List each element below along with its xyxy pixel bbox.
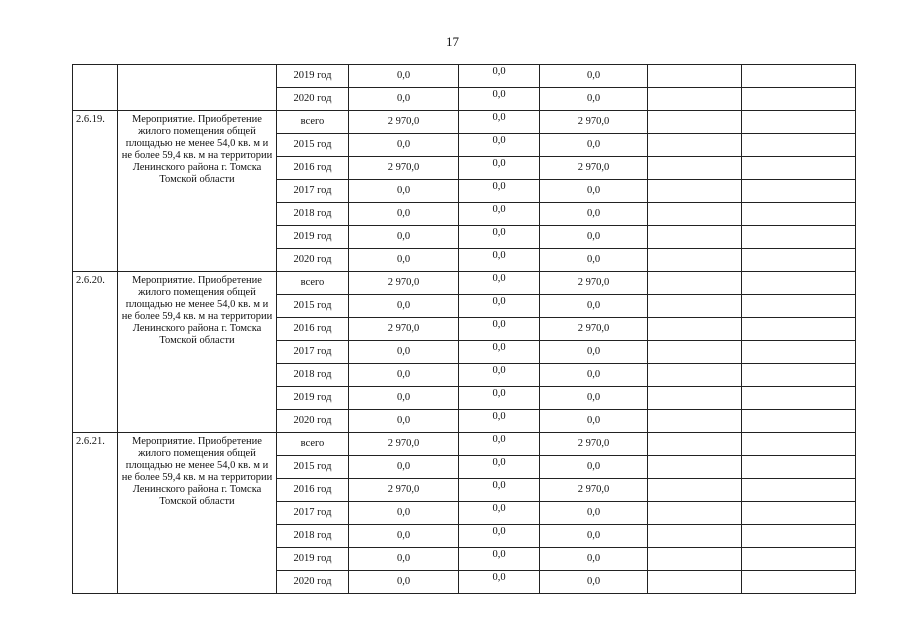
total-cell: 0,0 [349, 295, 459, 318]
year-cell: 2017 год [277, 180, 349, 203]
empty-cell [742, 157, 856, 180]
regional-cell: 0,0 [540, 571, 648, 594]
year-cell: 2015 год [277, 295, 349, 318]
total-cell: 2 970,0 [349, 272, 459, 295]
federal-cell: 0,0 [459, 249, 540, 272]
total-cell: 0,0 [349, 341, 459, 364]
total-cell: 0,0 [349, 364, 459, 387]
federal-cell: 0,0 [459, 341, 540, 364]
regional-cell: 0,0 [540, 341, 648, 364]
regional-cell: 0,0 [540, 88, 648, 111]
empty-cell [742, 548, 856, 571]
total-cell: 0,0 [349, 387, 459, 410]
regional-cell: 0,0 [540, 548, 648, 571]
empty-cell [648, 88, 742, 111]
regional-cell: 2 970,0 [540, 272, 648, 295]
empty-cell [742, 341, 856, 364]
federal-cell: 0,0 [459, 433, 540, 456]
federal-cell: 0,0 [459, 410, 540, 433]
empty-cell [742, 479, 856, 502]
empty-cell [742, 272, 856, 295]
regional-cell: 0,0 [540, 364, 648, 387]
table-row [73, 272, 856, 295]
total-cell: 2 970,0 [349, 318, 459, 341]
empty-cell [742, 410, 856, 433]
regional-cell: 2 970,0 [540, 111, 648, 134]
total-cell: 0,0 [349, 410, 459, 433]
empty-cell [648, 525, 742, 548]
empty-cell [648, 203, 742, 226]
regional-cell: 2 970,0 [540, 433, 648, 456]
empty-cell [742, 433, 856, 456]
empty-cell [648, 387, 742, 410]
empty-cell [648, 157, 742, 180]
federal-cell: 0,0 [459, 548, 540, 571]
regional-cell: 0,0 [540, 134, 648, 157]
total-cell: 0,0 [349, 203, 459, 226]
empty-cell [648, 249, 742, 272]
empty-cell [648, 272, 742, 295]
total-cell: 0,0 [349, 180, 459, 203]
year-cell: 2020 год [277, 571, 349, 594]
federal-cell: 0,0 [459, 203, 540, 226]
federal-cell: 0,0 [459, 502, 540, 525]
empty-cell [742, 387, 856, 410]
year-cell: 2019 год [277, 387, 349, 410]
empty-cell [648, 502, 742, 525]
federal-cell: 0,0 [459, 318, 540, 341]
item-number: 2.6.19. [73, 111, 118, 272]
empty-cell [742, 180, 856, 203]
table-body [73, 65, 856, 594]
item-number: 2.6.21. [73, 433, 118, 594]
regional-cell: 0,0 [540, 502, 648, 525]
regional-cell: 0,0 [540, 525, 648, 548]
empty-cell [742, 364, 856, 387]
empty-cell [742, 525, 856, 548]
total-cell: 0,0 [349, 134, 459, 157]
year-cell: всего [277, 433, 349, 456]
page-number: 17 [446, 34, 459, 49]
federal-cell: 0,0 [459, 456, 540, 479]
empty-cell [648, 295, 742, 318]
empty-cell [742, 571, 856, 594]
total-cell: 0,0 [349, 525, 459, 548]
federal-cell: 0,0 [459, 180, 540, 203]
federal-cell: 0,0 [459, 134, 540, 157]
regional-cell: 0,0 [540, 203, 648, 226]
empty-cell [742, 226, 856, 249]
federal-cell: 0,0 [459, 88, 540, 111]
federal-cell: 0,0 [459, 111, 540, 134]
regional-cell: 0,0 [540, 180, 648, 203]
total-cell: 0,0 [349, 88, 459, 111]
year-cell: 2019 год [277, 65, 349, 88]
empty-cell [648, 479, 742, 502]
regional-cell: 0,0 [540, 387, 648, 410]
federal-cell: 0,0 [459, 272, 540, 295]
empty-cell [648, 456, 742, 479]
regional-cell: 2 970,0 [540, 479, 648, 502]
total-cell: 0,0 [349, 571, 459, 594]
empty-cell [648, 548, 742, 571]
empty-cell [742, 502, 856, 525]
year-cell: 2020 год [277, 410, 349, 433]
table-row [73, 65, 856, 88]
federal-cell: 0,0 [459, 226, 540, 249]
regional-cell: 2 970,0 [540, 318, 648, 341]
regional-cell: 0,0 [540, 226, 648, 249]
regional-cell: 0,0 [540, 295, 648, 318]
empty-cell [742, 111, 856, 134]
table-row [73, 111, 856, 134]
empty-cell [742, 318, 856, 341]
item-description: Мероприятие. Приобретение жилого помещения общей площадью не менее 54,0 кв. м и не более 59,4 кв. м на территории Ленинского района г. Томска Томской области [118, 111, 277, 272]
year-cell: 2018 год [277, 203, 349, 226]
total-cell: 2 970,0 [349, 479, 459, 502]
year-cell: 2018 год [277, 364, 349, 387]
year-cell: 2018 год [277, 525, 349, 548]
item-description-cell [118, 65, 277, 111]
empty-cell [648, 134, 742, 157]
empty-cell [648, 364, 742, 387]
year-cell: 2015 год [277, 456, 349, 479]
federal-cell: 0,0 [459, 525, 540, 548]
total-cell: 2 970,0 [349, 111, 459, 134]
total-cell: 0,0 [349, 226, 459, 249]
table-row [73, 433, 856, 456]
empty-cell [648, 571, 742, 594]
regional-cell: 2 970,0 [540, 157, 648, 180]
empty-cell [742, 203, 856, 226]
empty-cell [648, 180, 742, 203]
empty-cell [742, 295, 856, 318]
year-cell: 2019 год [277, 548, 349, 571]
regional-cell: 0,0 [540, 65, 648, 88]
item-description: Мероприятие. Приобретение жилого помещения общей площадью не менее 54,0 кв. м и не более 59,4 кв. м на территории Ленинского района г. Томска Томской области [118, 433, 277, 594]
regional-cell: 0,0 [540, 456, 648, 479]
federal-cell: 0,0 [459, 571, 540, 594]
year-cell: 2017 год [277, 341, 349, 364]
federal-cell: 0,0 [459, 479, 540, 502]
federal-cell: 0,0 [459, 364, 540, 387]
budget-table [72, 64, 856, 594]
empty-cell [742, 249, 856, 272]
year-cell: всего [277, 111, 349, 134]
year-cell: 2016 год [277, 157, 349, 180]
year-cell: 2020 год [277, 88, 349, 111]
item-number: 2.6.20. [73, 272, 118, 433]
federal-cell: 0,0 [459, 387, 540, 410]
year-cell: всего [277, 272, 349, 295]
year-cell: 2016 год [277, 479, 349, 502]
empty-cell [742, 65, 856, 88]
year-cell: 2015 год [277, 134, 349, 157]
year-cell: 2020 год [277, 249, 349, 272]
year-cell: 2017 год [277, 502, 349, 525]
year-cell: 2016 год [277, 318, 349, 341]
federal-cell: 0,0 [459, 65, 540, 88]
total-cell: 0,0 [349, 249, 459, 272]
empty-cell [742, 134, 856, 157]
total-cell: 0,0 [349, 456, 459, 479]
empty-cell [648, 65, 742, 88]
year-cell: 2019 год [277, 226, 349, 249]
item-description: Мероприятие. Приобретение жилого помещения общей площадью не менее 54,0 кв. м и не более 59,4 кв. м на территории Ленинского района г. Томска Томской области [118, 272, 277, 433]
total-cell: 2 970,0 [349, 433, 459, 456]
federal-cell: 0,0 [459, 157, 540, 180]
empty-cell [648, 111, 742, 134]
empty-cell [648, 341, 742, 364]
regional-cell: 0,0 [540, 249, 648, 272]
empty-cell [742, 456, 856, 479]
empty-cell [648, 433, 742, 456]
empty-cell [648, 318, 742, 341]
federal-cell: 0,0 [459, 295, 540, 318]
regional-cell: 0,0 [540, 410, 648, 433]
total-cell: 0,0 [349, 548, 459, 571]
empty-cell [648, 226, 742, 249]
empty-cell [742, 88, 856, 111]
total-cell: 2 970,0 [349, 157, 459, 180]
total-cell: 0,0 [349, 502, 459, 525]
total-cell: 0,0 [349, 65, 459, 88]
item-number-cell [73, 65, 118, 111]
empty-cell [648, 410, 742, 433]
